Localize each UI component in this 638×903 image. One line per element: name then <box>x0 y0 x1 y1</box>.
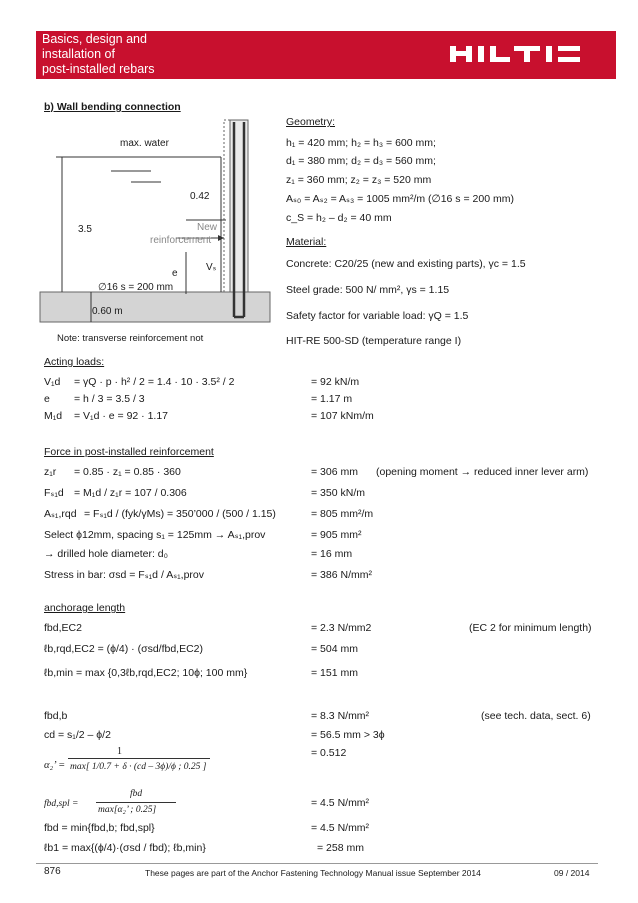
geometry-line: c_S = h₂ – d₂ = 40 mm <box>286 212 392 224</box>
section-title: b) Wall bending connection <box>44 101 181 113</box>
figure-e-label: e <box>172 268 178 279</box>
alpha-res: = 0.512 <box>311 747 347 759</box>
force-expr: = M₁d / z₁r = 107 / 0.306 <box>74 487 187 499</box>
force-res: = 350 kN/m <box>311 487 365 499</box>
figure-water-label: max. water <box>120 138 169 149</box>
anchorage-res: = 56.5 mm > 3ϕ <box>311 729 385 741</box>
hilti-logo <box>446 43 584 65</box>
geometry-line: z₁ = 360 mm; z₂ = z₃ = 520 mm <box>286 174 432 186</box>
anchorage-lhs: fbd,EC2 <box>44 622 82 634</box>
header-title-line: post-installed rebars <box>42 62 155 76</box>
alpha-num: 1 <box>117 746 122 757</box>
material-line: Concrete: C20/25 (new and existing parts), γc = 1.5 <box>286 258 526 270</box>
anchorage-lhs: ℓb,min = max {0,3ℓb,rqd,EC2; 10ϕ; 100 mm} <box>44 667 248 679</box>
force-note: (opening moment → reduced inner lever arm) <box>376 466 589 478</box>
fspl-res: = 4.5 N/mm² <box>311 797 370 809</box>
figure-vs-label: Vₛ <box>206 262 217 273</box>
force-lhs: Stress in bar: σsd = Fₛ₁d / Aₛ₁,prov <box>44 569 205 581</box>
material-line: Steel grade: 500 N/ mm², γs = 1.15 <box>286 284 450 296</box>
fspl-fraction-bar <box>96 802 176 803</box>
acting-expr: = h / 3 = 3.5 / 3 <box>74 393 145 405</box>
header-title <box>42 32 155 77</box>
force-lhs: → drilled hole diameter: d₀ <box>44 548 169 560</box>
figure-dim-042: 0.42 <box>190 191 210 202</box>
material-title: Material: <box>286 236 327 248</box>
force-expr: = 0.85 · z₁ = 0.85 · 360 <box>74 466 181 478</box>
force-res: = 16 mm <box>311 548 353 560</box>
footer-date: 09 / 2014 <box>554 868 590 878</box>
acting-expr: = V₁d · e = 92 · 1.17 <box>74 410 169 422</box>
acting-title: Acting loads: <box>44 356 105 368</box>
fbd-res: = 4.5 N/mm² <box>311 822 370 834</box>
anchorage-lhs: cd = s₁/2 – ϕ/2 <box>44 729 111 741</box>
geometry-line: h₁ = 420 mm; h₂ = h₃ = 600 mm; <box>286 137 436 149</box>
alpha-fraction-bar <box>68 758 210 759</box>
force-lhs: z₁r <box>44 466 57 478</box>
fspl-lhs: fbd,spl = <box>44 799 79 809</box>
force-lhs: Fₛ₁d <box>44 487 64 499</box>
figure-new-label: New <box>197 222 218 233</box>
force-expr: = Fₛ₁d / (fyk/γMs) = 350’000 / (500 / 1.15) <box>84 508 276 520</box>
acting-lhs: V₁d <box>44 376 61 388</box>
force-lhs: Select ϕ12mm, spacing s₁ = 125mm → Aₛ₁,prov <box>44 529 266 541</box>
acting-res: = 107 kNm/m <box>311 410 374 422</box>
figure-note: Note: transverse reinforcement not <box>57 333 204 344</box>
anchorage-lhs: fbd,b <box>44 710 68 722</box>
fspl-num: fbd <box>130 789 143 799</box>
acting-lhs: e <box>44 393 50 405</box>
anchorage-res: = 8.3 N/mm² <box>311 710 370 722</box>
figure-dim-35: 3.5 <box>78 224 92 235</box>
material-line: HIT-RE 500-SD (temperature range I) <box>286 335 462 347</box>
anchorage-res: = 2.3 N/mm2 <box>311 622 372 634</box>
acting-expr: = γQ · p · h² / 2 = 1.4 · 10 · 3.5² / 2 <box>74 376 235 388</box>
acting-lhs: M₁d <box>44 410 63 422</box>
anchorage-res: = 151 mm <box>311 667 358 679</box>
anchorage-note: (see tech. data, sect. 6) <box>481 710 591 722</box>
header-title-line: Basics, design and <box>42 32 147 46</box>
alpha-den: max[ 1/0.7 + δ · (cd – 3ϕ)/ϕ ; 0.25 ] <box>70 762 207 772</box>
footer-text: These pages are part of the Anchor Fastening Technology Manual issue September 2014 <box>145 868 481 878</box>
anchorage-title: anchorage length <box>44 602 126 614</box>
force-lhs: Aₛ₁,rqd <box>44 508 77 520</box>
fbd-lhs: fbd = min{fbd,b; fbd,spl} <box>44 822 155 834</box>
geometry-title: Geometry: <box>286 116 336 128</box>
anchorage-lhs: ℓb,rqd,EC2 = (ϕ/4) · (σsd/fbd,EC2) <box>44 643 204 655</box>
force-res: = 805 mm²/m <box>311 508 374 520</box>
acting-res: = 92 kN/m <box>311 376 360 388</box>
fspl-den: max[α₂’ ; 0.25] <box>98 805 157 815</box>
force-res: = 386 N/mm² <box>311 569 372 581</box>
force-res: = 905 mm² <box>311 529 362 541</box>
geometry-line: d₁ = 380 mm; d₂ = d₃ = 560 mm; <box>286 155 436 167</box>
material-line: Safety factor for variable load: γQ = 1.5 <box>286 310 469 322</box>
anchorage-res: = 504 mm <box>311 643 358 655</box>
force-res: = 306 mm <box>311 466 358 478</box>
alpha-lhs: α₂’ = <box>44 760 66 771</box>
footer-divider <box>36 863 598 864</box>
force-title: Force in post-installed reinforcement <box>44 446 214 458</box>
geometry-line: Aₛ₀ = Aₛ₂ = Aₛ₃ = 1005 mm²/m (∅16 s = 200 mm) <box>286 193 514 205</box>
lb1-lhs: ℓb1 = max{(ϕ/4)·(σsd / fbd); ℓb,min} <box>44 842 206 854</box>
acting-res: = 1.17 m <box>311 393 353 405</box>
figure-rebar-label: ∅16 s = 200 mm <box>98 282 174 293</box>
figure-slab-label: 0.60 m <box>92 306 123 317</box>
header-title-line: installation of <box>42 47 115 61</box>
figure-reinforcement-label: reinforcement <box>150 235 212 246</box>
footer-page: 876 <box>44 866 61 877</box>
lb1-res: = 258 mm <box>317 842 364 854</box>
anchorage-note: (EC 2 for minimum length) <box>469 622 592 634</box>
